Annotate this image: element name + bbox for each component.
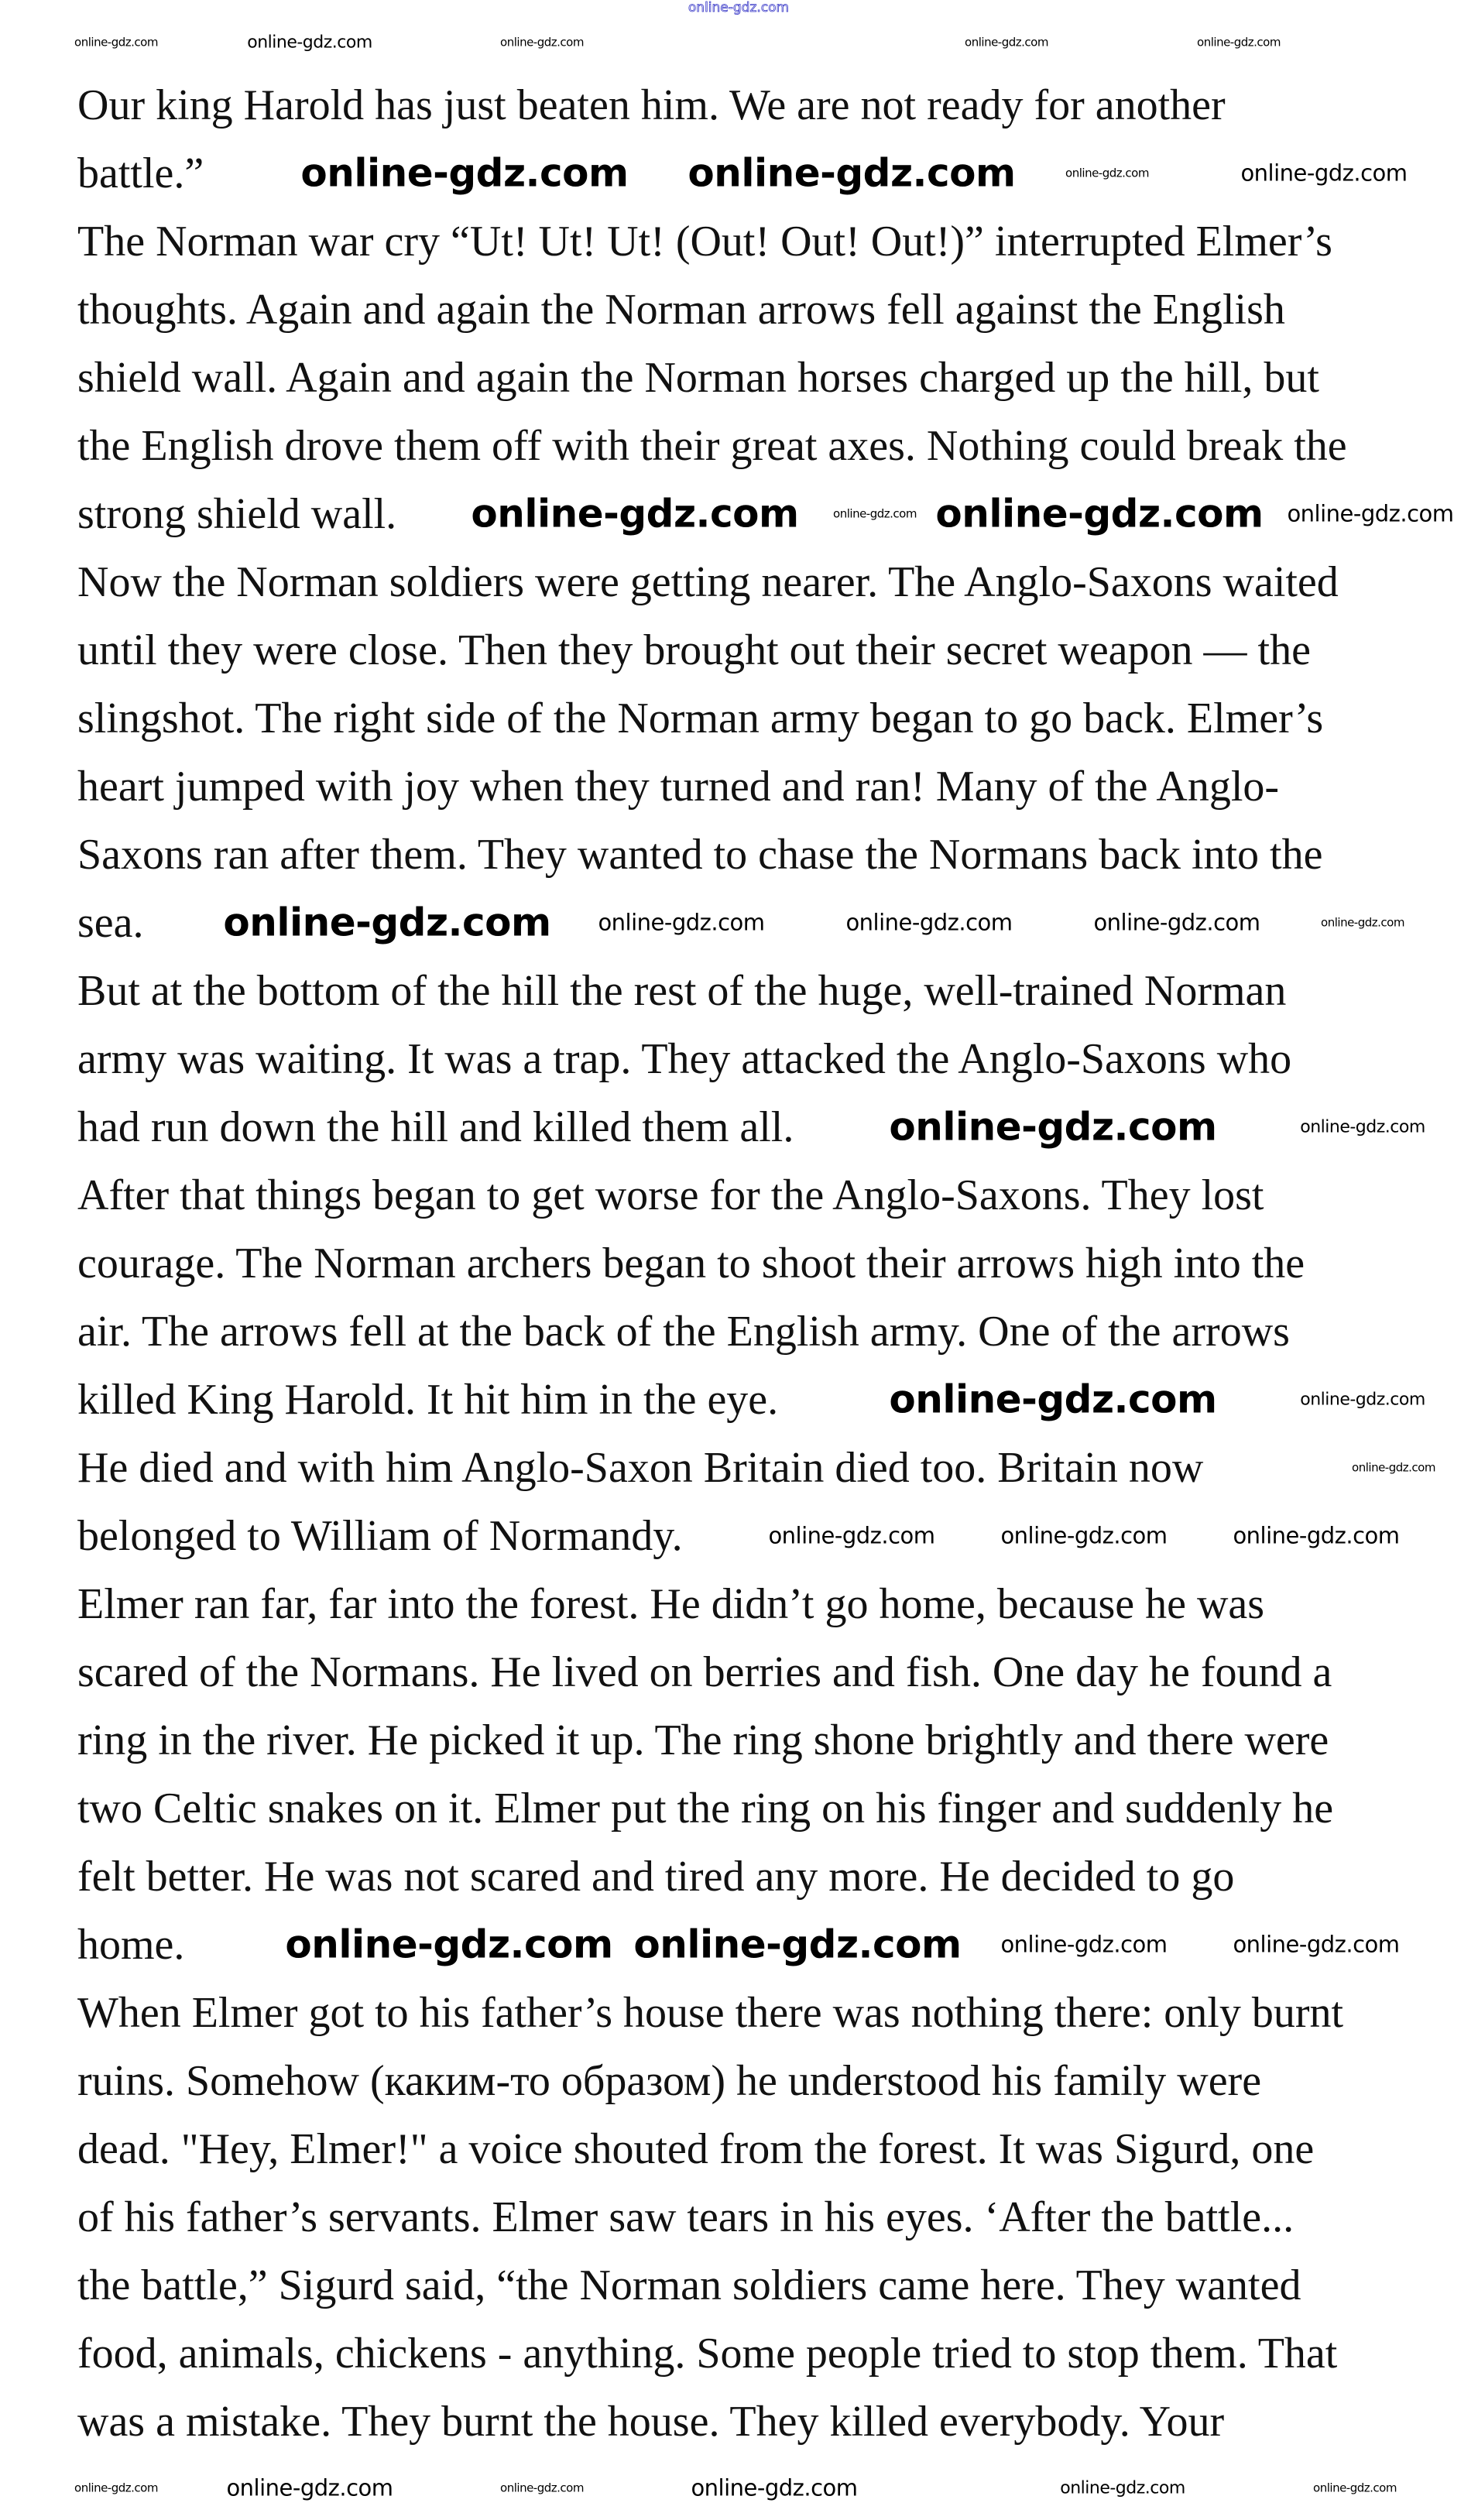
watermark: online-gdz.com — [1287, 500, 1454, 527]
watermark: online-gdz.com — [285, 1922, 613, 1967]
text-line: When Elmer got to his father’s house there was nothing there: only burnt — [77, 1989, 1344, 2037]
text-line: slingshot. The right side of the Norman army began to go back. Elmer’s — [77, 694, 1324, 742]
watermark: online-gdz.com — [1233, 1931, 1400, 1958]
text-line: dead. "Hey, Elmer!" a voice shouted from the forest. It was Sigurd, one — [77, 2125, 1315, 2173]
text-line: food, animals, chickens - anything. Some people tried to stop them. That — [77, 2330, 1338, 2378]
text-line: But at the bottom of the hill the rest of the huge, well-trained Norman — [77, 967, 1287, 1015]
text-line: was a mistake. They burnt the house. They killed everybody. Your — [77, 2398, 1225, 2446]
watermark: online-gdz.com — [889, 1104, 1217, 1150]
watermark: online-gdz.com — [833, 506, 917, 521]
watermark: online-gdz.com — [1197, 35, 1281, 50]
text-line: courage. The Norman archers began to shoot their arrows high into the — [77, 1239, 1305, 1287]
text-line: killed King Harold. It hit him in the eye. — [77, 1376, 779, 1424]
watermark: online-gdz.com — [845, 909, 1013, 936]
watermark: online-gdz.com — [500, 2481, 584, 2495]
watermark: online-gdz.com — [768, 1522, 935, 1549]
watermark: online-gdz.com — [598, 909, 765, 936]
watermark: online-gdz.com — [1000, 1931, 1168, 1958]
watermark: online-gdz.com — [74, 2481, 158, 2495]
text-line: Elmer ran far, far into the forest. He didn’t go home, because he was — [77, 1580, 1265, 1628]
watermark: online-gdz.com — [1300, 1117, 1425, 1137]
watermark: online-gdz.com — [471, 491, 799, 537]
watermark: online-gdz.com — [74, 35, 158, 50]
watermark: online-gdz.com — [247, 33, 372, 53]
text-line: the English drove them off with their great axes. Nothing could break the — [77, 422, 1347, 470]
watermark: online-gdz.com — [965, 35, 1048, 50]
watermark: online-gdz.com — [691, 2474, 858, 2501]
watermark: online-gdz.com — [1240, 159, 1408, 187]
text-line: ruins. Somehow (каким-то образом) he understood his family were — [77, 2057, 1262, 2105]
watermark: online-gdz.com — [300, 150, 629, 196]
watermark: online-gdz.com — [688, 150, 1016, 196]
text-line: home. — [77, 1921, 185, 1969]
text-line: Now the Norman soldiers were getting nearer. The Anglo-Saxons waited — [77, 558, 1339, 606]
text-line: scared of the Normans. He lived on berries and fish. One day he found a — [77, 1648, 1332, 1696]
watermark: online-gdz.com — [633, 1922, 962, 1967]
text-line: until they were close. Then they brought out their secret weapon — the — [77, 626, 1311, 674]
text-line: air. The arrows fell at the back of the English army. One of the arrows — [77, 1308, 1290, 1356]
text-line: Saxons ran after them. They wanted to chase the Normans back into the — [77, 831, 1323, 879]
text-line: battle.” — [77, 149, 204, 197]
text-line: thoughts. Again and again the Norman arrows fell against the English — [77, 286, 1285, 334]
text-line: sea. — [77, 899, 144, 947]
text-line: felt better. He was not scared and tired any more. He decided to go — [77, 1853, 1235, 1901]
watermark: online-gdz.com — [1233, 1522, 1400, 1549]
text-line: had run down the hill and killed them all. — [77, 1103, 794, 1151]
watermark: online-gdz.com — [500, 35, 584, 50]
text-line: two Celtic snakes on it. Elmer put the ring on his finger and suddenly he — [77, 1785, 1334, 1833]
text-line: of his father’s servants. Elmer saw tears in his eyes. ‘After the battle... — [77, 2193, 1295, 2241]
text-line: heart jumped with joy when they turned and ran! Many of the Anglo- — [77, 763, 1280, 811]
watermark: online-gdz.com — [1352, 1460, 1435, 1475]
watermark: online-gdz.com — [1321, 915, 1404, 930]
watermark: online-gdz.com — [1065, 166, 1149, 180]
watermark: online-gdz.com — [1060, 2478, 1185, 2498]
header-watermark: online-gdz.com — [688, 0, 790, 15]
text-line: shield wall. Again and again the Norman horses charged up the hill, but — [77, 354, 1319, 402]
watermark: online-gdz.com — [1313, 2481, 1397, 2495]
text-line: the battle,” Sigurd said, “the Norman soldiers came here. They wanted — [77, 2261, 1301, 2309]
watermark: online-gdz.com — [1093, 909, 1260, 936]
text-line: After that things began to get worse for the Anglo-Saxons. They lost — [77, 1171, 1264, 1219]
text-line: ring in the river. He picked it up. The ring shone brightly and there were — [77, 1716, 1329, 1764]
watermark: online-gdz.com — [1300, 1390, 1425, 1410]
watermark: online-gdz.com — [889, 1377, 1217, 1422]
text-line: The Norman war cry “Ut! Ut! Ut! (Out! Out! Out!)” interrupted Elmer’s — [77, 218, 1332, 266]
text-line: He died and with him Anglo-Saxon Britain died too. Britain now — [77, 1444, 1204, 1492]
text-line: army was waiting. It was a trap. They attacked the Anglo-Saxons who — [77, 1035, 1292, 1083]
watermark: online-gdz.com — [223, 900, 551, 945]
watermark: online-gdz.com — [935, 491, 1264, 537]
text-line: strong shield wall. — [77, 490, 397, 538]
text-line: belonged to William of Normandy. — [77, 1512, 683, 1560]
watermark: online-gdz.com — [1000, 1522, 1168, 1549]
text-line: Our king Harold has just beaten him. We are not ready for another — [77, 81, 1226, 129]
watermark: online-gdz.com — [226, 2474, 393, 2501]
story-text — [77, 71, 1347, 2456]
